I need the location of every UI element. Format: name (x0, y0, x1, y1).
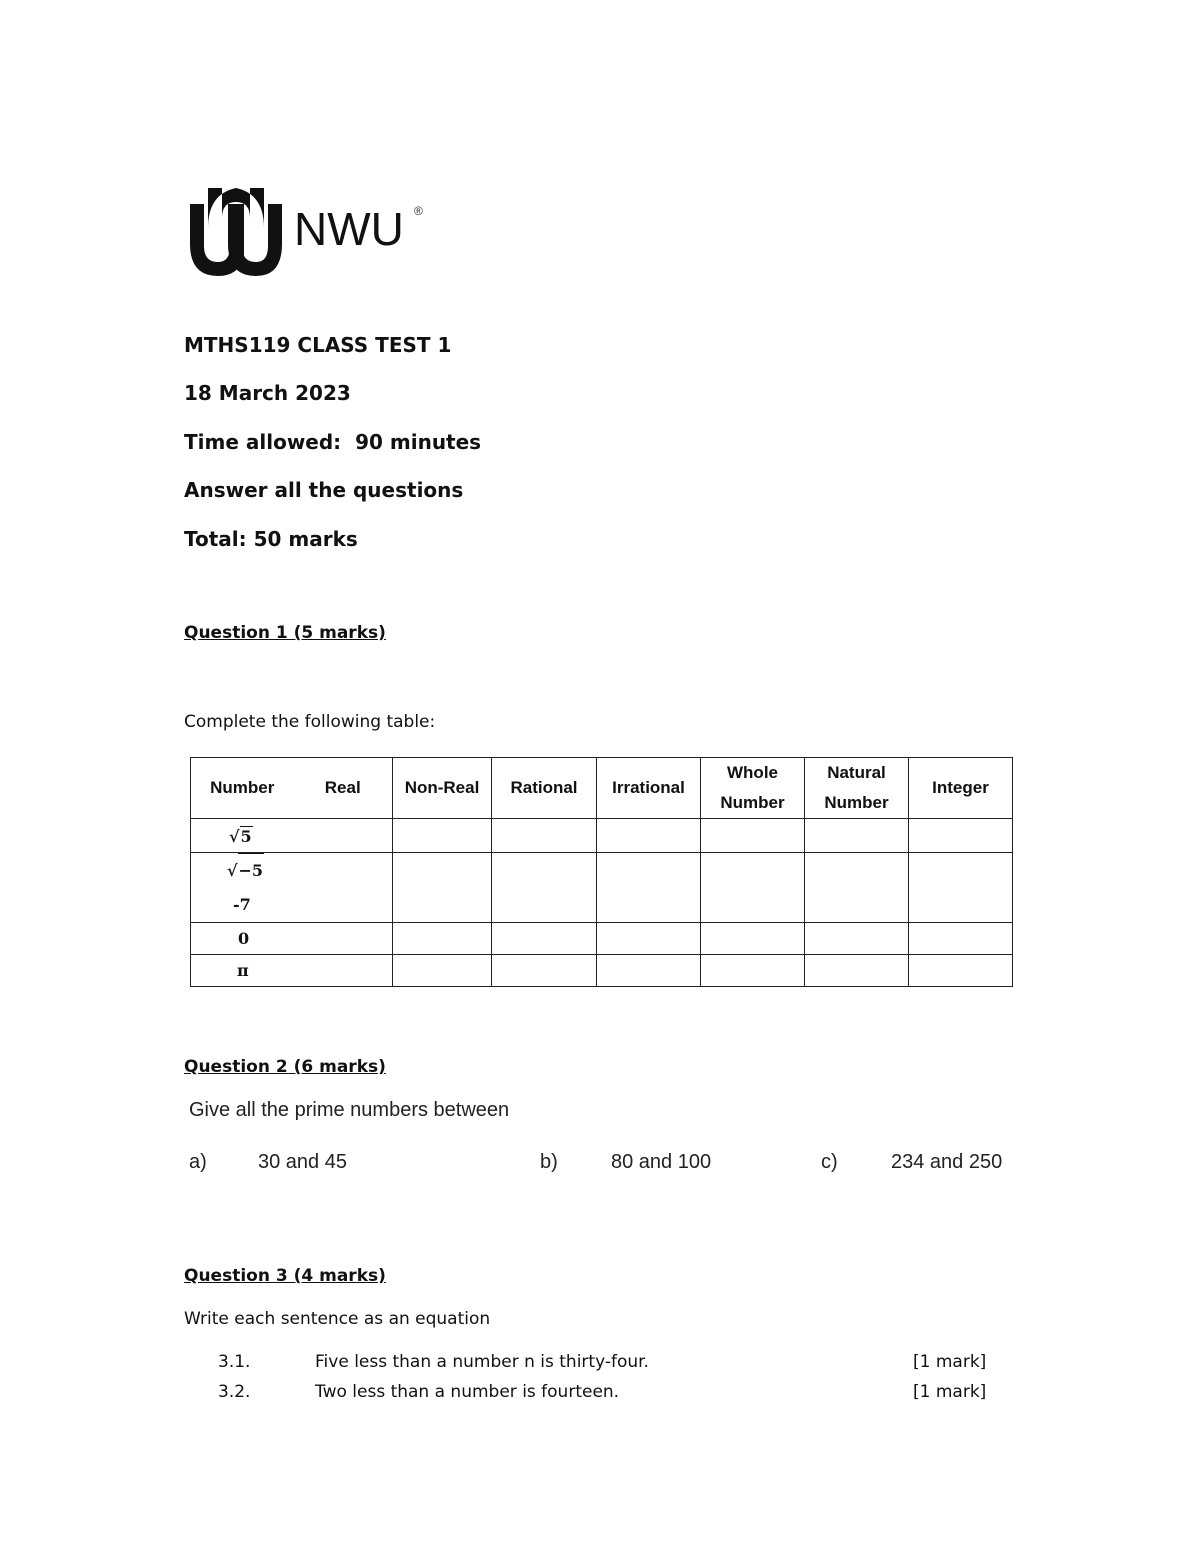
q2-part-b-text: 80 and 100 (611, 1151, 712, 1173)
q1-prompt: Complete the following table: (184, 712, 436, 732)
answer-cell[interactable] (805, 923, 909, 955)
q3-item-text: Five less than a number n is thirty-four. (315, 1352, 649, 1372)
q3-item-marks: [1 mark] (913, 1382, 987, 1402)
answer-cell[interactable] (909, 853, 1013, 923)
col-natural-line2: Number (824, 793, 889, 812)
table-row (191, 955, 1013, 987)
answer-cell[interactable] (393, 955, 492, 987)
answer-cell[interactable] (701, 853, 805, 923)
q2-part-c-text: 234 and 250 (891, 1151, 1003, 1173)
answer-cell[interactable] (805, 853, 909, 923)
instruction: Answer all the questions (184, 478, 464, 502)
col-irrational: Irrational (597, 758, 701, 819)
answer-cell[interactable] (909, 923, 1013, 955)
q3-heading: Question 3 (4 marks) (184, 1266, 386, 1286)
col-real: Real (294, 758, 393, 819)
q3-prompt: Write each sentence as an equation (184, 1309, 491, 1329)
col-whole-number (701, 758, 805, 819)
pi-cell: π (191, 955, 393, 987)
q2-heading: Question 2 (6 marks) (184, 1057, 386, 1077)
table-row (191, 923, 1013, 955)
test-title: MTHS119 CLASS TEST 1 (184, 333, 452, 357)
q2-part-a-text: 30 and 45 (258, 1151, 347, 1173)
answer-cell[interactable] (701, 955, 805, 987)
q2-part-a-label: a) (189, 1151, 207, 1173)
answer-cell[interactable] (393, 923, 492, 955)
q2-prompt: Give all the prime numbers between (189, 1099, 510, 1121)
col-rational: Rational (492, 758, 597, 819)
answer-cell[interactable] (597, 819, 701, 853)
number-cell (191, 819, 393, 853)
total-marks: Total: 50 marks (184, 527, 358, 551)
table-header-row (191, 758, 1013, 819)
answer-cell[interactable] (597, 923, 701, 955)
q1-heading: Question 1 (5 marks) (184, 623, 386, 643)
sqrt-5: √5 (229, 826, 252, 846)
table-row (191, 819, 1013, 853)
answer-cell[interactable] (492, 923, 597, 955)
zero-cell: 0 (191, 923, 393, 955)
answer-cell[interactable] (909, 819, 1013, 853)
col-whole-line2: Number (720, 793, 785, 812)
answer-cell[interactable] (701, 819, 805, 853)
q3-item-num: 3.1. (218, 1352, 251, 1372)
neg-seven: -7 (233, 895, 251, 914)
col-natural-line1: Natural (827, 763, 886, 782)
number-classification-table (190, 757, 1013, 987)
answer-cell[interactable] (597, 955, 701, 987)
q3-item-marks: [1 mark] (913, 1352, 987, 1372)
sqrt-neg-5: √−5 (227, 853, 264, 888)
answer-cell[interactable] (805, 955, 909, 987)
q2-part-c-label: c) (821, 1151, 838, 1173)
q3-item-num: 3.2. (218, 1382, 251, 1402)
nwu-logo (186, 184, 436, 284)
time-allowed: Time allowed: 90 minutes (184, 430, 482, 454)
answer-cell[interactable] (393, 853, 492, 923)
answer-cell[interactable] (701, 923, 805, 955)
answer-cell[interactable] (597, 853, 701, 923)
test-date: 18 March 2023 (184, 381, 351, 405)
q2-part-b-label: b) (540, 1151, 558, 1173)
registered-mark: ® (414, 204, 423, 218)
answer-cell[interactable] (805, 819, 909, 853)
table-row (191, 853, 1013, 923)
col-natural-number (805, 758, 909, 819)
answer-cell[interactable] (492, 853, 597, 923)
q3-item-text: Two less than a number is fourteen. (315, 1382, 620, 1402)
answer-cell[interactable] (909, 955, 1013, 987)
col-integer: Integer (909, 758, 1013, 819)
answer-cell[interactable] (492, 955, 597, 987)
nwu-emblem-icon (186, 184, 286, 280)
number-cell (191, 853, 393, 923)
answer-cell[interactable] (393, 819, 492, 853)
logo-wordmark: NWU (294, 203, 404, 255)
col-non-real: Non-Real (393, 758, 492, 819)
answer-cell[interactable] (492, 819, 597, 853)
col-whole-line1: Whole (727, 763, 778, 782)
col-number: Number (191, 758, 294, 819)
